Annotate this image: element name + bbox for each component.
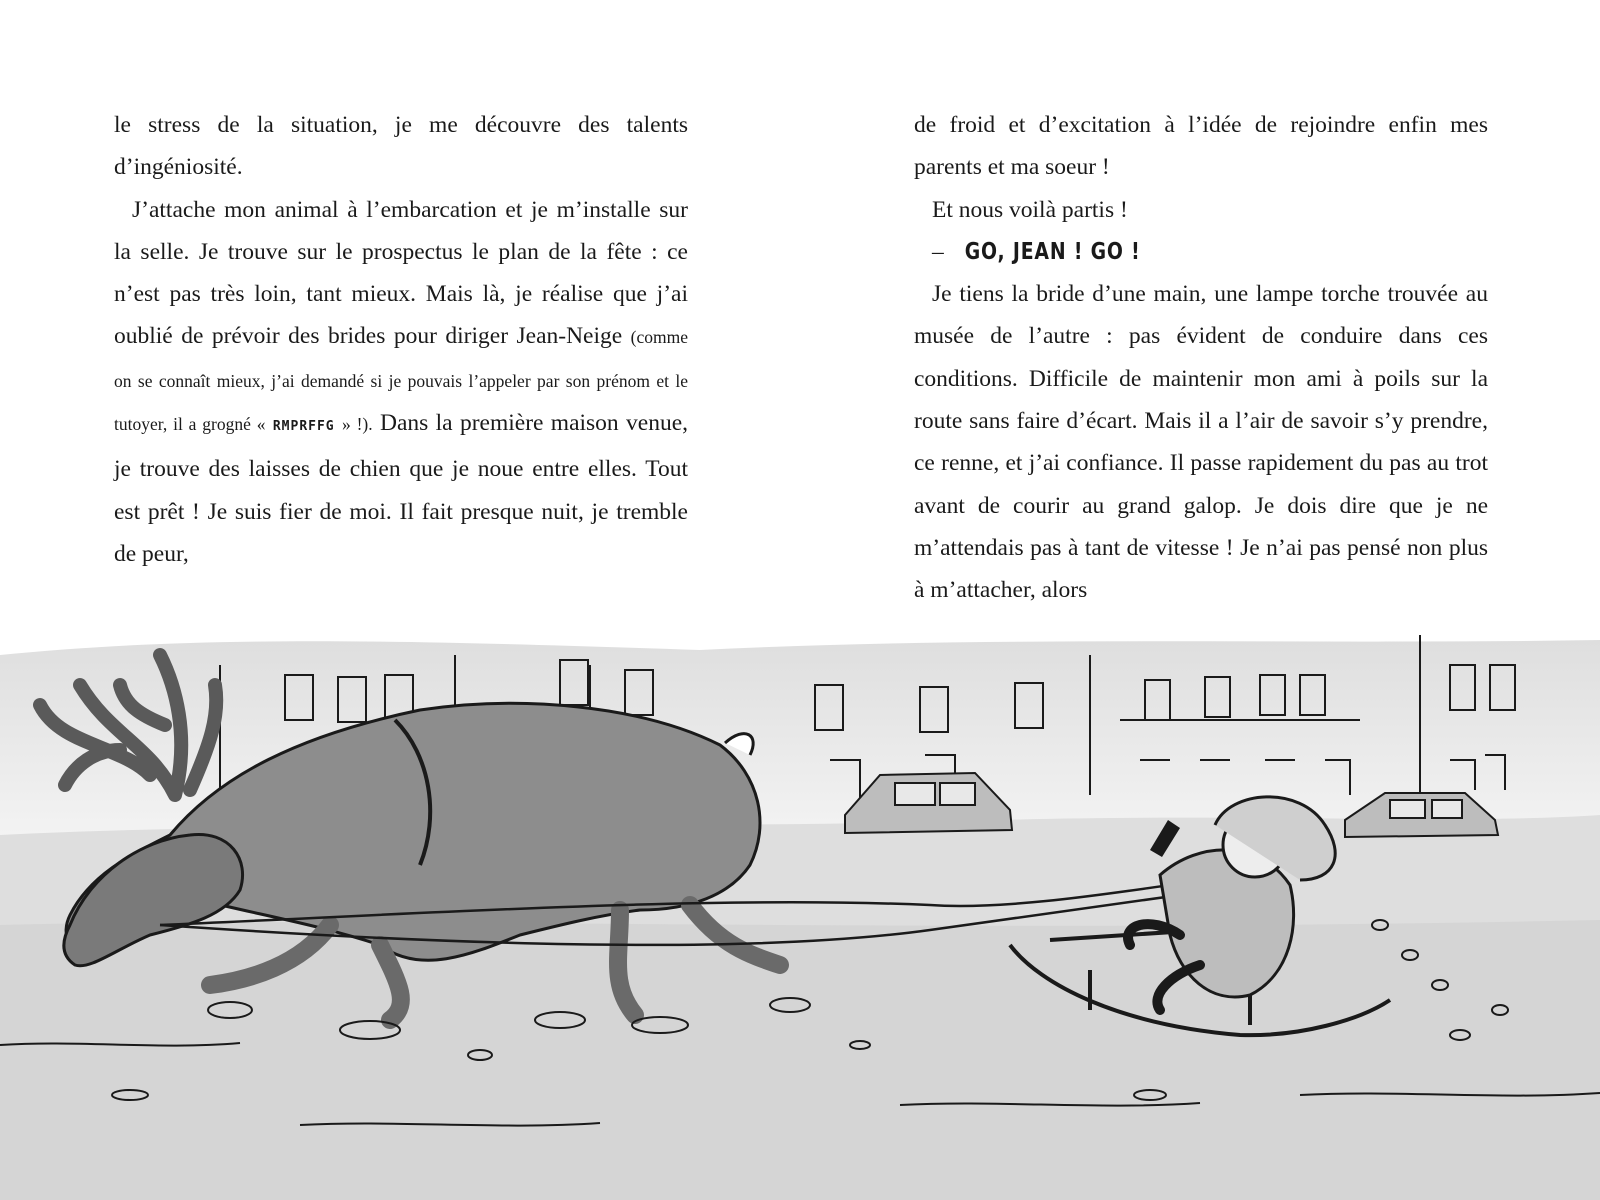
background-wash — [0, 640, 1600, 1200]
paragraph-4 — [914, 273, 1488, 611]
paragraph-1-end — [114, 146, 688, 188]
left-page-text — [114, 104, 688, 575]
text-run: Et nous voilà partis ! — [932, 196, 1128, 223]
reindeer-sled-illustration — [0, 625, 1600, 1200]
aside-text: (comme on se connaît mieux, j’ai demandé si je pouvais l’appeler par son prénom et le tutoyer, il a grogné « — [114, 327, 688, 435]
grunt-sound: RMPRFFG — [272, 419, 335, 435]
paragraph-1 — [114, 104, 688, 146]
text-line: d’ingéniosité. — [114, 154, 243, 181]
dialogue-line — [914, 231, 1488, 273]
right-page-text — [914, 104, 1488, 612]
paragraph-2 — [914, 189, 1488, 231]
shout-text: GO, JEAN ! GO ! — [964, 238, 1141, 265]
dialogue-dash: – — [932, 238, 944, 265]
paragraph-2 — [114, 189, 688, 576]
aside-text-end: » !). — [342, 414, 373, 435]
text-run: de froid et d’excitation à l’idée de rejoindre enfin mes parents et ma soeur ! — [914, 112, 1488, 181]
text-run: Je tiens la bride d’une main, une lampe torche trouvée au musée de l’autre : pas évident de conduire dans ces conditions. Difficile de maintenir mon ami à poils sur la route sans faire d’écart. Mais il a l’air de savoir s’y prendre, ce renne, et j’ai confiance. Il passe rapidement du pas au trot avant de courir au grand galop. Je dois dire que je ne m’attendais pas à tant de vitesse ! Je n’ai pas pensé non plus à m’attacher, alors — [914, 281, 1488, 604]
text-run: J’attache mon animal à l’embarcation et je m’installe sur la selle. Je trouve sur le prospectus le plan de la fête : ce n’est pas très loin, tant mieux. Mais là, je réalise que j’ai oublié de prévoir des brides pour diriger Jean-Neige — [114, 196, 688, 350]
paragraph-1 — [914, 104, 1488, 189]
text-run: Dans la première maison venue, je trouve des laisses de chien que je noue entre elles. Tout est prêt ! Je suis fier de moi. Il fait presque nuit, je tremble de peur, — [114, 410, 689, 567]
text-line: le stress de la situation, je me découvre des talents — [114, 112, 688, 138]
